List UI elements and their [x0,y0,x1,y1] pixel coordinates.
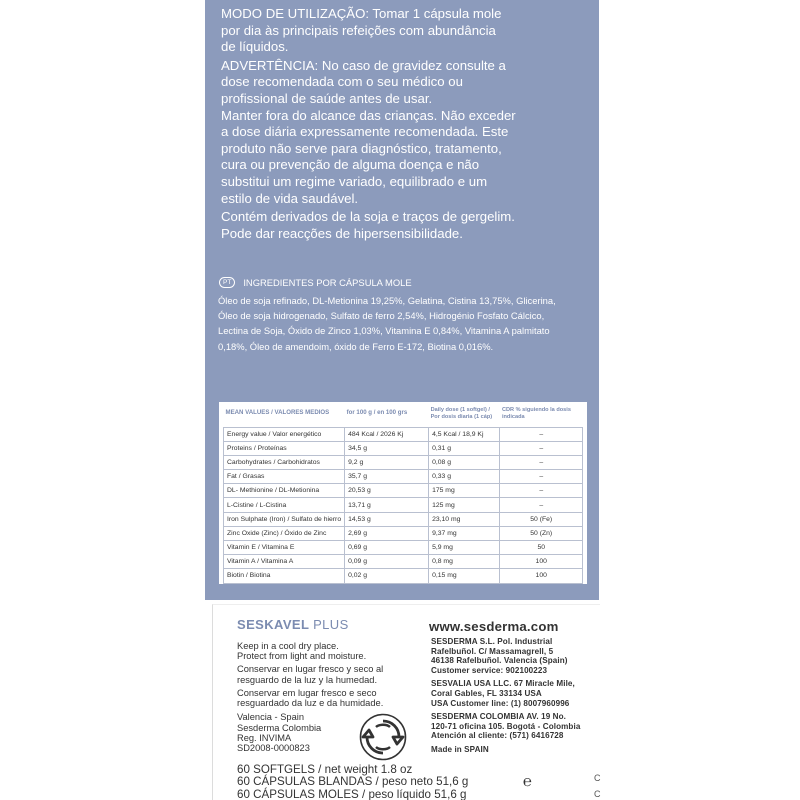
value-daily-dose: 23,10 mg [429,512,500,526]
ingredients-heading [219,277,412,288]
nutrient-name: Fat / Grasas [224,470,345,484]
website-text: www.sesderma.com [429,619,559,634]
value-cdr: – [500,455,583,469]
weight-line: 60 CÁPSULAS BLANDAS / peso neto 51,6 g [237,775,469,789]
storage-line: resguardo de la luz y la humedad. [237,674,378,685]
usage-instructions [221,6,591,242]
address-usa [431,679,599,708]
value-daily-dose: 175 mg [429,484,500,498]
warning-line: dose recomendada com o seu médico ou [221,74,463,90]
storage-line: resguardado da luz e da humidade. [237,698,384,709]
nutrition-row [224,470,583,484]
address-spain [431,637,599,675]
value-cdr: – [500,498,583,512]
language-badge: PT [219,277,235,288]
value-daily-dose: 0,33 g [429,470,500,484]
brand-main: SESKAVEL [237,617,310,632]
nutrient-name: Iron Sulphate (Iron) / Sulfato de hierro [224,512,345,526]
warning-line: ADVERTÊNCIA: No caso de gravidez consulte a [221,57,506,73]
nutrition-body [224,427,583,583]
storage-line: Keep in a cool dry place. [237,641,339,651]
address-line: Atención al cliente: (571) 6416728 [431,731,564,741]
header-nutrient: MEAN VALUES / VALORES MEDIOS [225,409,330,416]
origin-line: SD2008-0000823 [237,743,310,754]
value-cdr: – [500,470,583,484]
address-colombia [431,712,599,741]
warning-line: a dose diária expressamente recomendada. Este [221,124,509,140]
ingredients-line: Óleo de soja refinado, DL-Metionina 19,25%, Gelatina, Cistina 13,75%, Glicerina, [218,295,556,306]
nutrition-row [224,455,583,469]
value-daily-dose: 0,31 g [429,441,500,455]
value-per-100g: 34,5 g [345,441,429,455]
warning-line: produto não serve para diagnóstico, tratamento, [221,140,502,156]
value-daily-dose: 0,8 mg [429,555,500,569]
ingredients-list [218,293,598,354]
brand-name [237,617,349,632]
origin-line: Valencia - Spain [237,712,305,723]
allergy-line: Contém derivados de la soja e traços de gergelim. [221,209,515,225]
value-per-100g: 13,71 g [345,498,429,512]
nutrient-name: Vitamin A / Vitamina A [224,555,345,569]
nutrition-row [224,526,583,540]
nutrition-card [219,402,587,584]
nutrient-name: Vitamin E / Vitamina E [224,541,345,555]
value-daily-dose: 5,9 mg [429,541,500,555]
value-daily-dose: 9,37 mg [429,526,500,540]
warning-line: cura ou prevenção de alguma doença e não [221,157,480,173]
value-daily-dose: 0,08 g [429,455,500,469]
address-line: Rafelbuñol. C/ Massamagrell, 5 [431,646,554,656]
value-cdr: 50 (Zn) [500,526,583,540]
nutrition-row [224,484,583,498]
modo-line: por dia às principais refeições com abundância [221,22,496,38]
ingredients-line: 0,18%, Óleo de amendoim, óxido de Ferro E-172, Biotina 0,016%. [218,340,494,352]
address-line: Coral Gables, FL 33134 USA [431,688,542,698]
estimated-sign-icon: ℮ [523,773,533,790]
value-per-100g: 35,7 g [345,470,429,484]
nutrition-row [224,441,583,455]
nutrition-header-row [224,405,583,427]
nutrient-name: Carbohydrates / Carbohidratos [224,455,345,469]
value-cdr: – [500,484,583,498]
modo-line: de líquidos. [221,39,289,55]
value-cdr: 100 [500,555,583,569]
address-line: 46138 Rafelbuñol. Valencia (Spain) [431,656,568,666]
value-per-100g: 484 Kcal / 2026 Kj [345,427,429,441]
storage-en [237,641,417,661]
ingredients-line: Óleo de soja hidrogenado, Sulfato de ferro 2,54%, Hidrogénio Fosfato Cálcico, [218,310,545,322]
warning-line: estilo de vida saudável. [221,190,359,206]
value-per-100g: 0,02 g [345,569,429,583]
weight-line: 60 SOFTGELS / net weight 1.8 oz [237,763,413,776]
value-daily-dose: 0,15 mg [429,569,500,583]
usage-panel [205,0,599,600]
ingredients-title: INGREDIENTES POR CÁPSULA MOLE [243,277,412,288]
value-per-100g: 0,69 g [345,541,429,555]
nutrition-row [224,541,583,555]
storage-es [237,664,417,684]
value-cdr: 50 (Fe) [500,512,583,526]
header-cdr: CDR % siguiendo la dosis indicada [501,407,571,420]
value-per-100g: 2,69 g [345,526,429,540]
nutrient-name: Biotin / Biotina [224,569,345,583]
brand-suffix: PLUS [313,617,349,632]
value-cdr: 100 [500,569,583,583]
edge-letter: C [594,773,601,783]
address-line: SESDERMA COLOMBIA AV. 19 No. [431,712,567,722]
nutrition-row [224,555,583,569]
value-cdr: 50 [500,541,583,555]
address-line: USA Customer line: (1) 8007960996 [431,698,570,708]
header-per-100g: for 100 g / en 100 grs [346,409,408,416]
value-per-100g: 14,53 g [345,512,429,526]
address-line: Customer service: 902100223 [431,665,548,675]
address-line: SESDERMA S.L. Pol. Industrial [431,637,553,646]
value-per-100g: 20,53 g [345,484,429,498]
weight-line: 60 CÁPSULAS MOLES / peso líquido 51,6 g [237,787,467,800]
nutrition-row [224,569,583,583]
value-daily-dose: 4,5 Kcal / 18,9 Kj [429,427,500,441]
storage-line: Protect from light and moisture. [237,651,367,662]
made-in: Made in SPAIN [431,744,489,754]
label-panel [212,604,600,800]
value-cdr: – [500,427,583,441]
edge-letter: C [594,789,601,799]
storage-line: Conservar en lugar fresco y seco al [237,664,384,675]
ingredients-line: Lectina de Soja, Óxido de Zinco 1,03%, Vitamina E 0,84%, Vitamina A palmitato [218,325,550,337]
nutrient-name: Energy value / Valor energético [224,427,345,441]
green-dot-recycle-icon [359,713,407,761]
address-line: 120-71 oficina 105. Bogotá - Colombia [431,721,581,731]
origin-line: Sesderma Colombia [237,722,322,733]
allergy-line: Pode dar reacções de hipersensibilidade. [221,225,463,241]
warning-line: Manter fora do alcance das crianças. Não exceder [221,107,516,123]
net-weight-block [237,764,468,800]
value-daily-dose: 125 mg [429,498,500,512]
header-daily-dose: Daily dose (1 softgel) / Por dosis diaria (1 cáp) [430,407,493,420]
modo-line: MODO DE UTILIZAÇÃO: Tomar 1 cápsula mole [221,6,502,21]
nutrient-name: DL- Methionine / DL-Metionina [224,484,345,498]
value-per-100g: 9,2 g [345,455,429,469]
origin-line: Reg. INVIMA [237,733,292,744]
nutrition-table [223,405,583,584]
address-line: SESVALIA USA LLC. 67 Miracle Mile, [431,679,575,689]
value-cdr: – [500,441,583,455]
nutrient-name: Zinc Oxide (Zinc) / Óxido de Zinc [224,526,345,540]
warning-line: substitui um regime variado, equilibrado e um [221,173,488,189]
nutrient-name: L-Cistine / L-Cistina [224,498,345,512]
value-per-100g: 0,09 g [345,555,429,569]
nutrition-row [224,427,583,441]
company-addresses [431,637,599,759]
nutrient-name: Proteins / Proteínas [224,441,345,455]
nutrition-row [224,512,583,526]
storage-pt [237,688,417,708]
nutrition-row [224,498,583,512]
warning-line: profissional de saúde antes de usar. [221,90,433,106]
storage-line: Conservar em lugar fresco e seco [237,687,377,698]
